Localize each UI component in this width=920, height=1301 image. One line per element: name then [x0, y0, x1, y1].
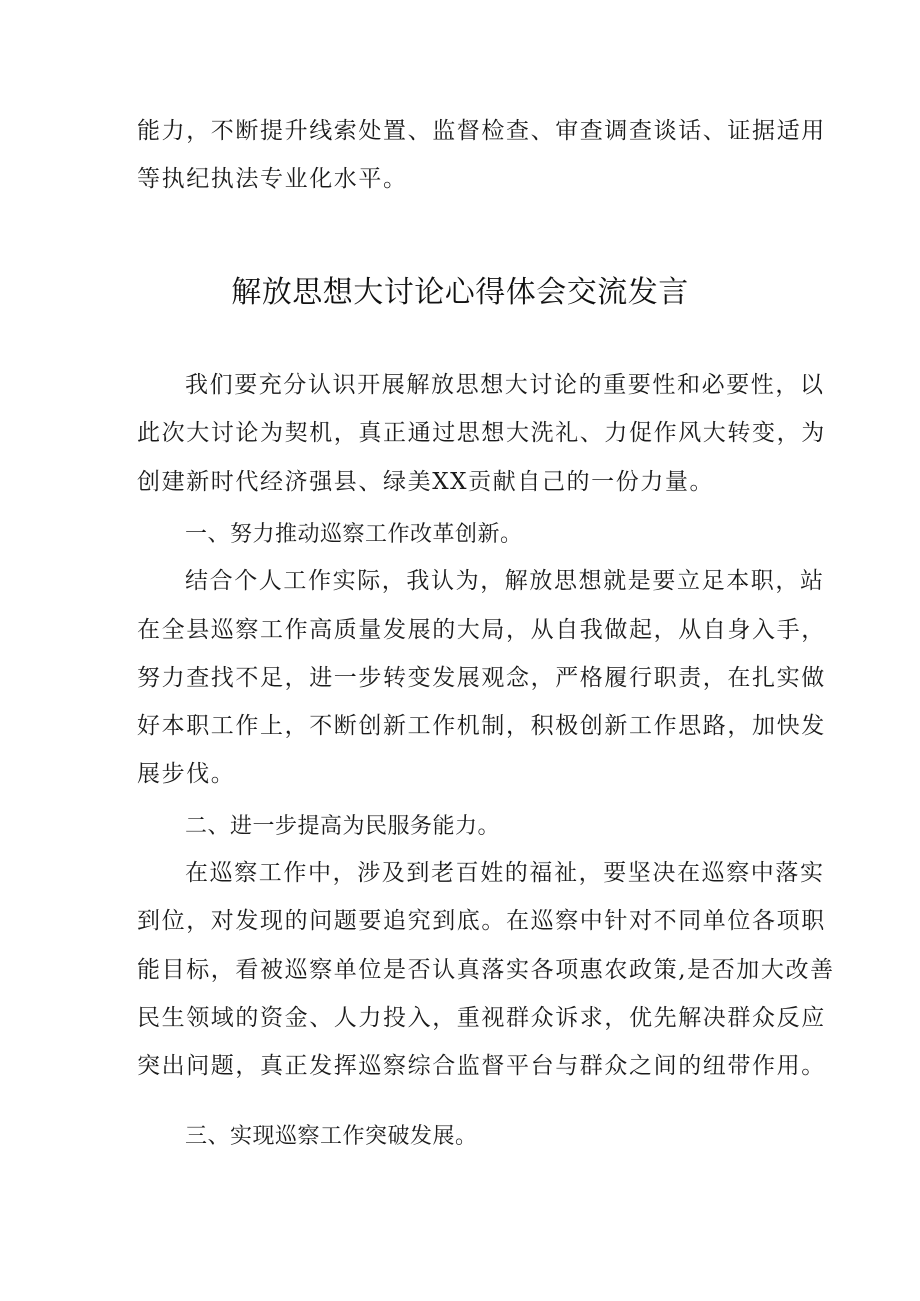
intro-line-1: 我们要充分认识开展解放思想大讨论的重要性和必要性，以: [185, 372, 825, 398]
section-2-line-5: 突出问题，真正发挥巡察综合监督平台与群众之间的纽带作用。: [137, 1053, 826, 1079]
intro-line-3: 创建新时代经济强县、绿美XX贡献自己的一份力量。: [137, 469, 715, 495]
top-paragraph-line-1: 能力，不断提升线索处置、监督检查、审查调查谈话、证据适用: [137, 118, 826, 144]
section-2-line-2: 到位，对发现的问题要追究到底。在巡察中针对不同单位各项职: [137, 908, 826, 934]
section-1-line-3: 努力查找不足，进一步转变发展观念，严格履行职责，在扎实做: [137, 665, 826, 691]
intro-line-2: 此次大讨论为契机，真正通过思想大洗礼、力促作风大转变，为: [137, 420, 826, 446]
section-2-line-3: 能目标，看被巡察单位是否认真落实各项惠农政策,是否加大改善: [137, 957, 835, 983]
page-title: 解放思想大讨论心得体会交流发言: [231, 275, 689, 310]
section-3-heading: 三、实现巡察工作突破发展。: [185, 1124, 478, 1149]
section-1-line-5: 展步伐。: [137, 761, 236, 787]
section-2-line-1: 在巡察工作中，涉及到老百姓的福祉，要坚决在巡察中落实: [185, 860, 825, 886]
top-paragraph-line-2: 等执纪执法专业化水平。: [137, 166, 408, 192]
section-2-heading: 二、进一步提高为民服务能力。: [185, 814, 501, 839]
section-1-line-4: 好本职工作上，不断创新工作机制，积极创新工作思路，加快发: [137, 713, 826, 739]
section-1-line-2: 在全县巡察工作高质量发展的大局，从自我做起，从自身入手，: [137, 617, 826, 643]
section-2-line-4: 民生领域的资金、人力投入，重视群众诉求，优先解决群众反应: [137, 1005, 826, 1031]
section-1-line-1: 结合个人工作实际，我认为，解放思想就是要立足本职，站: [185, 568, 825, 594]
section-1-heading: 一、努力推动巡察工作改革创新。: [185, 522, 523, 547]
